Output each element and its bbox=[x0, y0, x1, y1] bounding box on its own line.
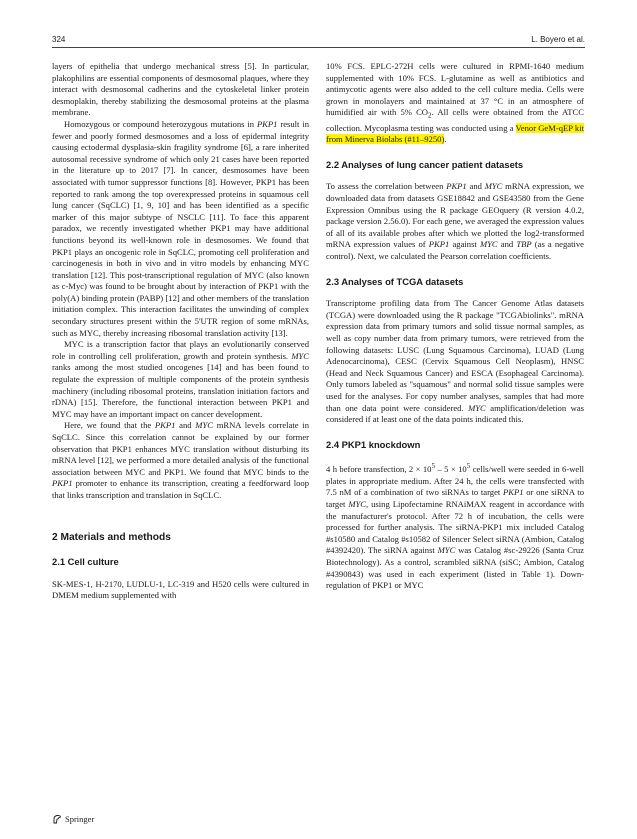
gene-name: PKP1 bbox=[428, 239, 450, 250]
gene-name: MYC bbox=[195, 420, 213, 431]
gene-name: PKP1 bbox=[52, 478, 73, 489]
gene-name: TBP bbox=[516, 239, 532, 250]
text-run: (as a negative control). Next, we calculated the Pearson correlation coefficients. bbox=[326, 239, 584, 262]
footer bbox=[52, 814, 94, 824]
paragraph bbox=[52, 420, 309, 501]
text-run: and bbox=[175, 420, 196, 431]
superscript: 5 bbox=[466, 462, 471, 471]
text-run: 10% FCS. EPLC-272H cells were cultured in RPMI-1640 medium supplemented with 10% FCS. L-glutamine as well as antibiotics and antimycotic agents were also added to the cell culture media. Cells were grown in monolayers and maintained at 37 °C in an atmosphere of humidified air with 5% CO bbox=[326, 61, 584, 118]
gene-name: MYC bbox=[468, 402, 486, 413]
gene-name: MYC bbox=[348, 498, 367, 509]
text-run: and bbox=[466, 181, 485, 192]
running-head: L. Boyero et al. bbox=[531, 35, 585, 44]
superscript: 5 bbox=[431, 462, 436, 471]
paragraph bbox=[326, 298, 584, 426]
gene-name: PKP1 bbox=[154, 420, 176, 431]
text-run: cells/well were seeded in 6-well plates in appropriate medium. After 24 h, the cells were transfected with 7.5 nM of a combination of two siRNAs to target bbox=[326, 464, 584, 498]
paragraph bbox=[326, 61, 584, 146]
text-run: MYC is a transcription factor that plays an evolutionarily conserved role in controlling cell proliferation, growth and protein synthesis. bbox=[52, 339, 309, 361]
subscript: 2 bbox=[428, 112, 432, 121]
text-run: , using Lipofectamine RNAiMAX reagent in accordance with the manufacturer's protocol. After 72 h of incubation, the cells were processed for further analysis. The siRNA-PKP1 mix included Catalog #s10580 and Catalog #s10582 of Silencer Select siRNA (Ambion, Catalog #4392420). The siRNA against bbox=[326, 498, 584, 556]
text-run: Homozygous or compound heterozygous mutations in bbox=[64, 118, 257, 129]
text-run: . All cells were obtained from the ATCC collection. Mycoplasma testing was conducted using a bbox=[326, 107, 584, 133]
left-column bbox=[52, 61, 309, 602]
section-heading-materials: 2 Materials and methods bbox=[52, 531, 171, 543]
text-run: was Catalog #sc-29226 (Santa Cruz Biotechnology). As a control, scrambled siRNA (siSC; Ambion, Catalog #4390843) was used in each experiment (listed in Table 1). Down-regulation of PKP1 or MYC bbox=[326, 545, 584, 591]
text-run: ranks among the most studied oncogenes [14] and has been found to regulate the expression of multiple components of the protein synthesis machinery (including ribosomal proteins, translation initiation factors and rDNA) [15]. Therefore, the functional interaction between PKP1 and MYC may have an important impact on cancer development. bbox=[52, 362, 309, 419]
text-run: 4 h before transfection, 2 × 10 bbox=[326, 464, 432, 475]
page-number: 324 bbox=[52, 35, 66, 44]
text-run: against bbox=[449, 239, 480, 250]
paragraph bbox=[326, 181, 584, 262]
right-column bbox=[326, 61, 584, 592]
gene-name: MYC bbox=[437, 545, 456, 556]
text-run: Here, we found that the bbox=[64, 420, 155, 431]
text-run: mRNA levels correlate in SqCLC. Since this correlation cannot be explained by our former observation that PKP1 enhances MYC translation without disturbing its mRNA level [12], we performed a more detailed analysis of the functional association between MYC and PKP1. We found that MYC binds to the bbox=[52, 420, 309, 477]
paragraph bbox=[52, 339, 309, 420]
paragraph bbox=[326, 461, 584, 591]
text-run: To assess the correlation between bbox=[326, 181, 447, 192]
text-run: Transcriptome profiling data from The Cancer Genome Atlas datasets (TCGA) were downloaded using the R package "TCGAbiolinks". mRNA expression data from primary tumors and solid tissue normal samples, as well as copy number data from primary tumors, were retrieved from the following datasets: LUSC (Lung Squamous Carcinoma), LUAD (Lung Adenocarcinoma), CESC (Cervix Squamous Cell Neoplasm), HNSC (Head and Neck Squamous Cancer) and ESCA (Esophageal Carcinoma). Only tumors labeled as "squamous" and normal solid tissue samples were used for the analyses. For copy number analyses, samples that had more than one data point were considered. bbox=[326, 298, 584, 413]
section-heading-cell-culture: 2.1 Cell culture bbox=[52, 556, 119, 568]
section-heading-knockdown: 2.4 PKP1 knockdown bbox=[326, 438, 421, 450]
gene-name: MYC bbox=[484, 181, 503, 192]
text-run: mRNA expression, we downloaded data from datasets GSE18842 and GSE43580 from the Gene Expression Omnibus using the R package GEOquery (R version 4.0.2, package version 2.56.0). For each gene, we averaged the expression values of all of its available probes after which we plotted the log2-transformed mRNA expression values of bbox=[326, 181, 584, 250]
text-run: amplification/deletion was considered if at least one of the data points indicated this. bbox=[326, 402, 584, 425]
springer-horse-icon bbox=[52, 814, 62, 824]
paragraph: SK-MES-1, H-2170, LUDLU-1, LC-319 and H520 cells were cultured in DMEM medium supplemented with bbox=[52, 578, 309, 601]
paragraph: layers of epithelia that undergo mechanical stress [5]. In particular, plakophilins are essential components of desmosomal plaques, where they interact with desmosomal cadherins and the cytoskeletal linker protein desmoplakin, thereby stabilizing the desmosomal proteins at the plasma membrane. bbox=[52, 61, 309, 118]
text-run: – 5 × 10 bbox=[435, 464, 467, 475]
text-run: and bbox=[497, 239, 517, 250]
gene-name: PKP1 bbox=[503, 487, 524, 498]
header-rule bbox=[52, 47, 585, 48]
section-heading-lung-cancer: 2.2 Analyses of lung cancer patient datasets bbox=[326, 158, 524, 170]
gene-name: MYC bbox=[479, 239, 498, 250]
publisher-name: Springer bbox=[65, 814, 95, 824]
text-run: result in fewer and poorly formed desmosomes and a loss of epidermal integrity causing ectodermal dysplasia-skin fragility syndrome [6], a rare inherited autosomal recessive syndrome of which only 21 cases have been reported in the literature up to 2017 [7]. In cancer, desmosomes have been associated with tumor suppressor functions [8]. However, PKP1 has been reported to rank among the top overexpressed proteins in squamous cell lung cancer (SqCLC) [1, 9, 10] and has been identified as a specific marker of this major subtype of NSCLC [11]. To face this apparent paradox, we recently investigated whether PKP1 may have additional functions beyond its well-known role in desmosomes. We found that PKP1 plays an oncogenic role in SqCLC, promoting cell proliferation and carcinogenesis in both in vivo and in vitro models by enhancing MYC translation [12]. This post-transcriptional regulation of MYC (also known as c-Myc) was found to be brought about by interaction of PKP1 with the poly(A) binding protein (PABP) [12] and other members of the translation initiation complex. This interaction facilitates the unwinding of complex secondary structures present within the 5'UTR region of some mRNAs, such as MYC, thereby increasing ribosomal translation activity [13]. bbox=[52, 118, 309, 338]
text-run: promoter to enhance its transcription, creating a feedforward loop that links transcription and translation in SqCLC. bbox=[52, 478, 309, 500]
section-heading-tcga: 2.3 Analyses of TCGA datasets bbox=[326, 275, 464, 287]
gene-name: PKP1 bbox=[256, 118, 278, 129]
highlighted-text: Venor GeM-qEP kit from Minerva Biolabs (#11–9250) bbox=[326, 122, 585, 145]
gene-name: MYC bbox=[291, 350, 309, 361]
text-run: or one siRNA to target bbox=[326, 487, 584, 509]
text-run: . bbox=[444, 134, 447, 145]
gene-name: PKP1 bbox=[446, 181, 467, 192]
paragraph bbox=[52, 119, 309, 339]
